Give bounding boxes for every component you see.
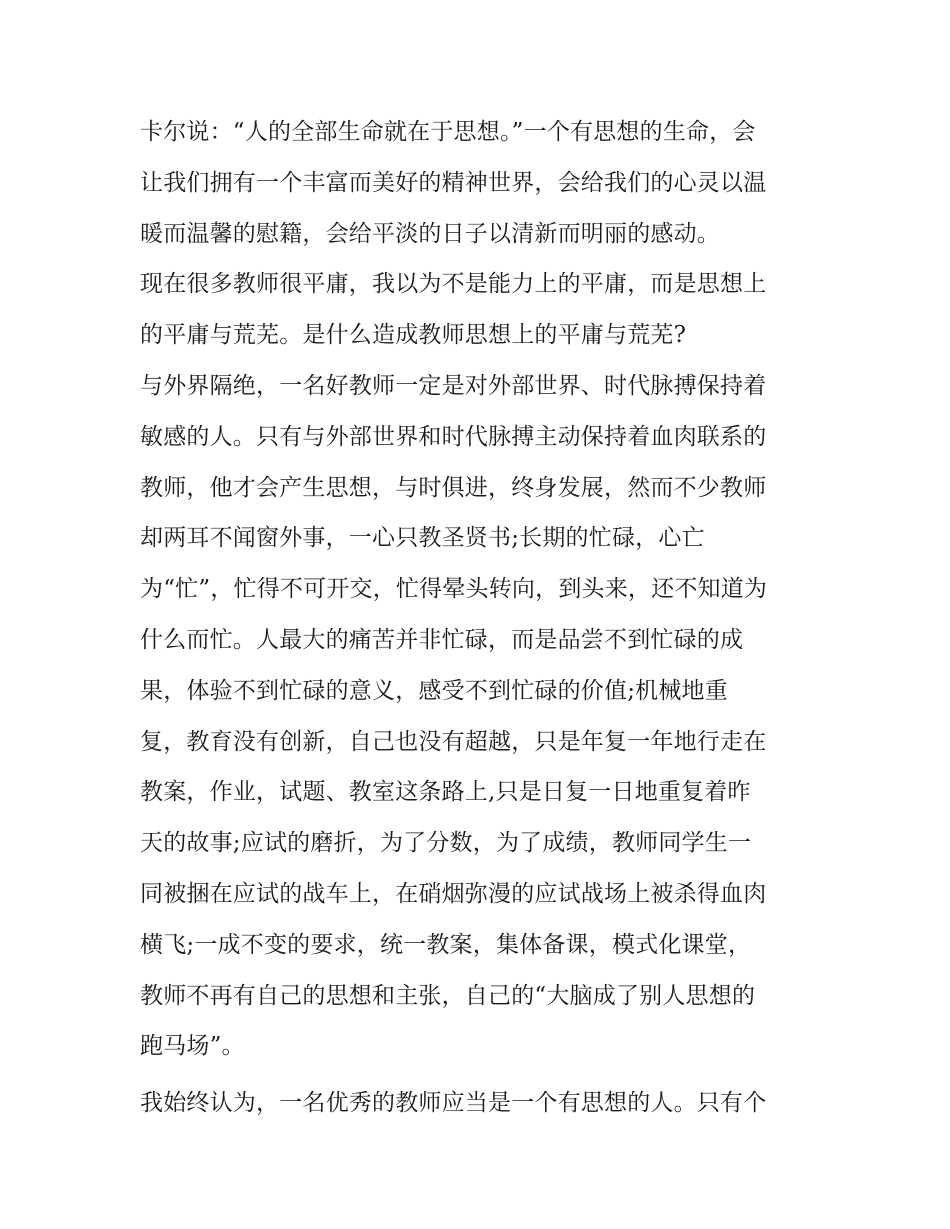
- text-line: 什么而忙。人最大的痛苦并非忙碌，而是品尝不到忙碌的成: [140, 626, 744, 653]
- text-line: 跑马场”。: [140, 1033, 245, 1060]
- body-text: [140, 107, 820, 1129]
- text-line: 天的故事;应试的磨折，为了分数，为了成绩，教师同学生一: [140, 830, 752, 857]
- text-line: 暖而温馨的慰籍，会给平淡的日子以清新而明丽的感动。: [140, 220, 720, 247]
- text-line: 教案，作业，试题、教室这条路上,只是日复一日地重复着昨: [140, 779, 751, 806]
- text-line: 横飞;一成不变的要求，统一教案，集体备课，模式化课堂，: [140, 931, 752, 958]
- text-line: 的平庸与荒芜。是什么造成教师思想上的平庸与荒芜?: [140, 322, 687, 349]
- text-line: 卡尔说：“人的全部生命就在于思想。”一个有思想的生命，会: [140, 119, 756, 145]
- text-line: 同被捆在应试的战车上，在硝烟弥漫的应试战场上被杀得血肉: [140, 880, 767, 907]
- text-line: 我始终认为，一名优秀的教师应当是一个有思想的人。只有个: [140, 1090, 767, 1117]
- text-line: 教师，他才会产生思想，与时俱进，终身发展，然而不少教师: [140, 474, 767, 501]
- text-line: 现在很多教师很平庸，我以为不是能力上的平庸，而是思想上: [140, 271, 767, 298]
- text-line: 为“忙”，忙得不可开交，忙得晕头转向，到头来，还不知道为: [140, 576, 768, 603]
- text-line: 与外界隔绝，一名好教师一定是对外部世界、时代脉搏保持着: [140, 372, 767, 399]
- text-line: 让我们拥有一个丰富而美好的精神世界，会给我们的心灵以温: [140, 169, 767, 196]
- text-line: 却两耳不闻窗外事，一心只教圣贤书;长期的忙碌，心亡: [140, 525, 705, 552]
- text-line: 复，教育没有创新，自己也没有超越，只是年复一年地行走在: [140, 728, 767, 755]
- text-line: 果，体验不到忙碌的意义，感受不到忙碌的价值;机械地重: [140, 677, 728, 704]
- text-line: 教师不再有自己的思想和主张，自己的“大脑成了别人思想的: [140, 982, 756, 1009]
- text-line: 敏感的人。只有与外部世界和时代脉搏主动保持着血肉联系的: [140, 423, 767, 450]
